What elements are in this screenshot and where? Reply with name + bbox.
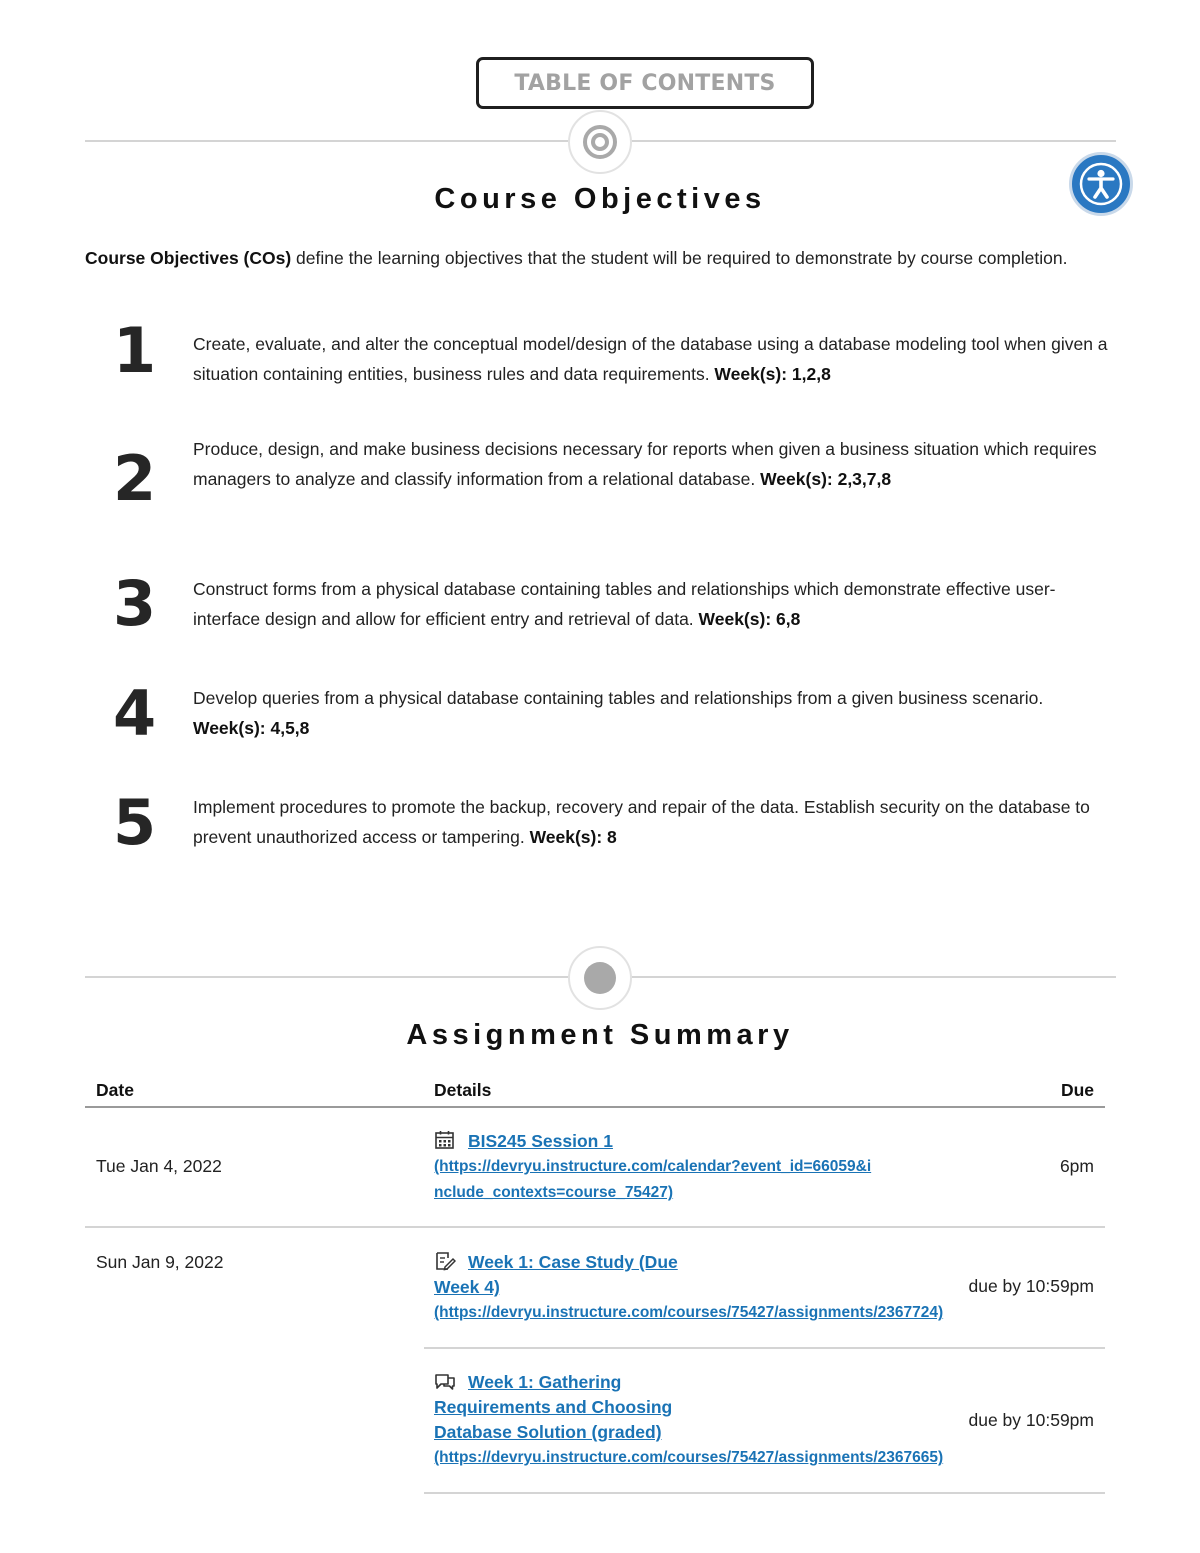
objective-text: Produce, design, and make business decisions necessary for reports when given a business situation which requires managers to analyze and classify information from a relational database. Week(s): 2,3,7,8: [193, 439, 1097, 489]
row-details: [434, 1129, 994, 1206]
row-date: Tue Jan 4, 2022: [96, 1156, 222, 1176]
column-header-date: Date: [96, 1080, 134, 1100]
objective-number: 3: [113, 567, 157, 640]
row-divider: [85, 1226, 1105, 1228]
row-details: [434, 1250, 994, 1326]
objective-weeks: Week(s): 1,2,8: [714, 363, 831, 384]
row-due: due by 10:59pm: [968, 1410, 1094, 1430]
assignment-link[interactable]: Week 1: Gathering Requirements and Choosing Database Solution (graded): [434, 1372, 673, 1442]
discussion-icon: [434, 1371, 456, 1391]
objective-number: 1: [113, 314, 157, 387]
row-divider: [424, 1492, 1105, 1494]
row-divider: [424, 1347, 1105, 1349]
objective-text: Create, evaluate, and alter the conceptual model/design of the database using a database modeling tool when given a situation containing entities, business rules and data requirements. Week(s): 1,2,8: [193, 334, 1108, 384]
table-of-contents-button[interactable]: TABLE OF CONTENTS: [476, 57, 814, 109]
table-header-rule: [85, 1106, 1105, 1108]
column-header-due: Due: [1060, 1080, 1094, 1100]
intro-term: Course Objectives (COs): [85, 248, 292, 268]
row-date: Sun Jan 9, 2022: [96, 1252, 224, 1272]
calendar-icon: [434, 1130, 456, 1150]
assignment-url-link[interactable]: (https://devryu.instructure.com/courses/75427/assignments/2367724): [434, 1304, 944, 1321]
assignment-summary-title: Assignment Summary: [406, 1019, 794, 1051]
objective-number: 4: [113, 677, 157, 750]
objective-weeks: Week(s): 2,3,7,8: [760, 468, 892, 489]
objective-number: 2: [113, 442, 157, 515]
column-header-details: Details: [434, 1080, 492, 1100]
objective-number: 5: [113, 786, 157, 859]
objective-weeks: Week(s): 8: [529, 826, 617, 847]
intro-text: define the learning objectives that the student will be required to demonstrate by course completion.: [291, 248, 1068, 268]
assignment-url-link[interactable]: (https://devryu.instructure.com/courses/75427/assignments/2367665): [434, 1449, 944, 1466]
dot-icon: [568, 946, 632, 1010]
assignment-link[interactable]: BIS245 Session 1: [468, 1131, 613, 1151]
row-details: [434, 1370, 994, 1471]
assignment-icon: [434, 1251, 456, 1271]
target-icon: [568, 110, 632, 174]
row-due: due by 10:59pm: [968, 1276, 1094, 1296]
assignment-url-link[interactable]: (https://devryu.instructure.com/calendar?event_id=66059&include_contexts=course_75427): [434, 1158, 872, 1201]
objective-text: Construct forms from a physical database containing tables and relationships which demonstrate effective user-interface design and allow for efficient entry and retrieval of data. Week(s): 6,8: [193, 579, 1056, 629]
objective-text: Implement procedures to promote the backup, recovery and repair of the data. Establish security on the database to prevent unauthorized access or tampering. Week(s): 8: [193, 797, 1090, 847]
objective-text: Develop queries from a physical database containing tables and relationships from a given business scenario. Week(s): 4,5,8: [193, 688, 1044, 738]
objective-weeks: Week(s): 4,5,8: [193, 717, 310, 738]
row-due: 6pm: [1059, 1156, 1094, 1176]
assignment-link[interactable]: Week 1: Case Study (Due Week 4): [434, 1252, 678, 1297]
course-objectives-title: Course Objectives: [434, 183, 766, 215]
objective-weeks: Week(s): 6,8: [698, 608, 801, 629]
objectives-intro: [85, 244, 1115, 272]
